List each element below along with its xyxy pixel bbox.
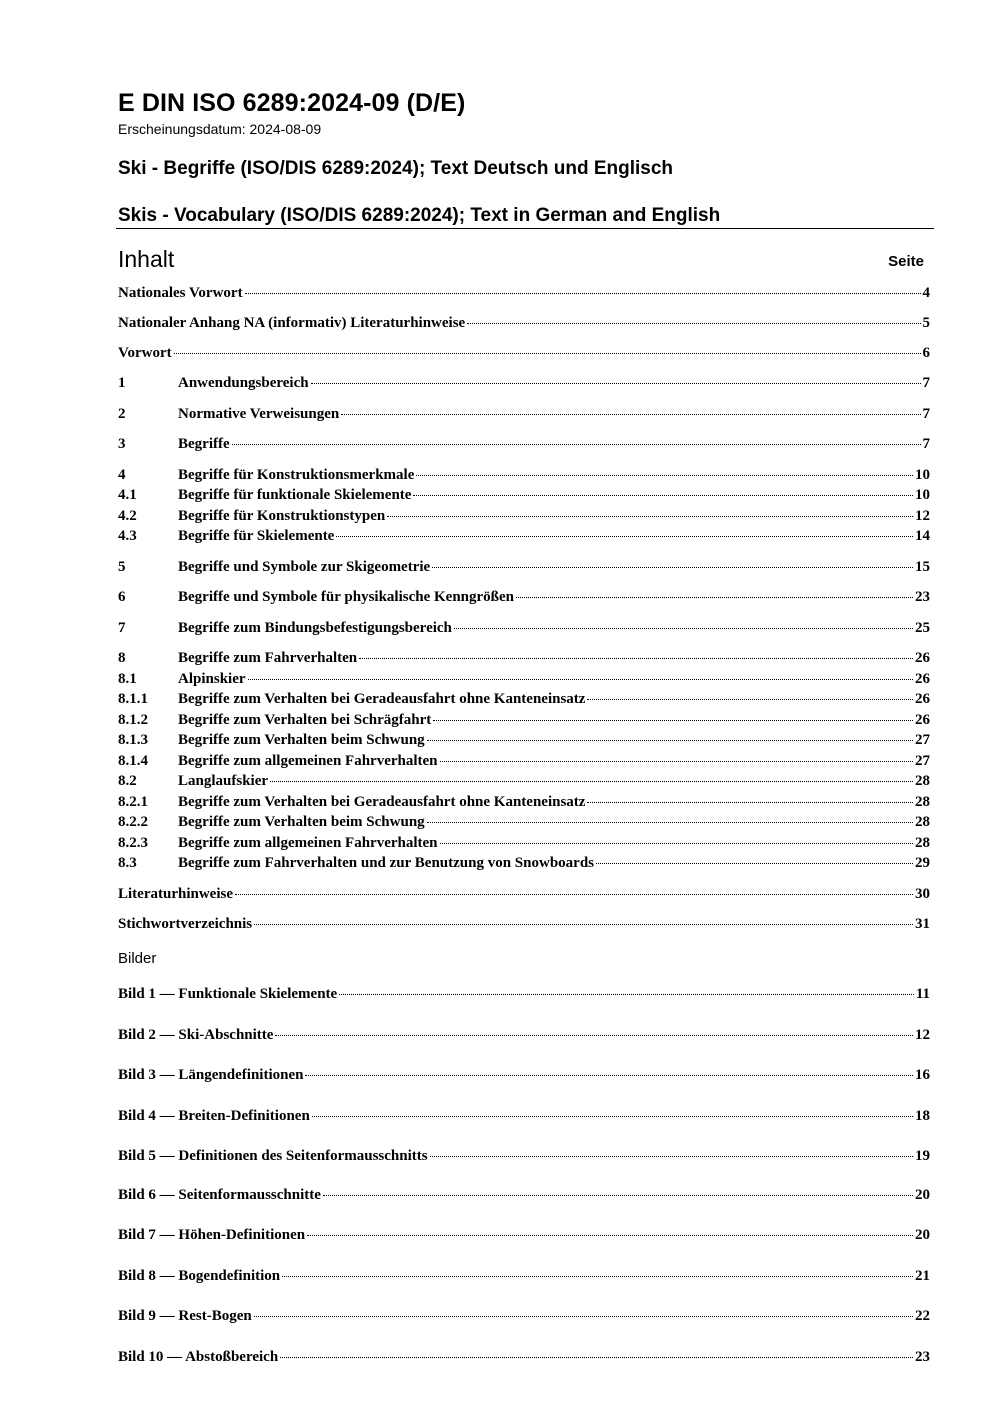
- dot-leader: [280, 1356, 913, 1358]
- toc-entry-number: 8.3: [118, 855, 137, 871]
- figure-entry-page: 16: [915, 1067, 930, 1083]
- figure-entry-page: 21: [915, 1268, 930, 1284]
- dot-leader: [430, 1155, 913, 1157]
- dot-leader: [440, 760, 913, 762]
- toc-entry-page: 7: [922, 375, 930, 391]
- figure-entry-text: Bild 3 — Längendefinitionen: [118, 1067, 304, 1083]
- toc-entry-number: 1: [118, 375, 126, 391]
- toc-entry[interactable]: [118, 914, 930, 934]
- toc-entry[interactable]: [118, 751, 930, 771]
- figure-entry[interactable]: [118, 1225, 930, 1245]
- toc-entry-text: Begriffe zum Verhalten beim Schwung: [178, 732, 425, 748]
- toc-entry-page: 28: [915, 773, 930, 789]
- toc-entry-text: Begriffe zum Verhalten beim Schwung: [178, 814, 425, 830]
- toc-entry-text: Begriffe zum Bindungsbefestigungsbereich: [178, 620, 452, 636]
- dot-leader: [341, 413, 920, 415]
- toc-entry-text: Normative Verweisungen: [178, 406, 340, 422]
- figure-entry-text: Bild 1 — Funktionale Skielemente: [118, 986, 338, 1002]
- toc-heading: Inhalt: [118, 246, 175, 272]
- toc-entry-number: 8.1.2: [118, 712, 148, 728]
- figure-entry-page: 20: [915, 1227, 930, 1243]
- toc-entry-text: Begriffe für Konstruktionstypen: [178, 508, 386, 524]
- dot-leader: [245, 292, 921, 294]
- figure-entry-page: 18: [915, 1108, 930, 1124]
- figure-entry-page: 19: [915, 1148, 930, 1164]
- issue-date: Erscheinungsdatum: 2024-08-09: [118, 121, 322, 137]
- figure-entry-text: Bild 5 — Definitionen des Seitenformausschnitts: [118, 1148, 428, 1164]
- toc-entry[interactable]: [118, 884, 930, 904]
- toc-entry-text: Anwendungsbereich: [178, 375, 309, 391]
- toc-entry[interactable]: [118, 710, 930, 730]
- toc-entry-text: Begriffe zum Verhalten bei Geradeausfahrt ohne Kanteneinsatz: [178, 794, 586, 810]
- dot-leader: [307, 1234, 913, 1236]
- dot-leader: [254, 923, 913, 925]
- figures-heading: Bilder: [118, 950, 157, 967]
- toc-entry[interactable]: [118, 618, 930, 638]
- toc-entry-number: 4.2: [118, 508, 137, 524]
- dot-leader: [454, 627, 913, 629]
- dot-leader: [516, 596, 913, 598]
- toc-entry-page: 5: [922, 315, 930, 331]
- toc-entry-page: 28: [915, 794, 930, 810]
- toc-entry[interactable]: [118, 283, 930, 303]
- document-number: E DIN ISO 6289:2024-09 (D/E): [118, 89, 466, 117]
- toc-entry-page: 26: [915, 691, 930, 707]
- toc-entry[interactable]: [118, 833, 930, 853]
- figure-entry-text: Bild 4 — Breiten-Definitionen: [118, 1108, 310, 1124]
- toc-entry-number: 8.2.1: [118, 794, 148, 810]
- figure-entry[interactable]: [118, 1306, 930, 1326]
- toc-entry-text: Begriffe zum Fahrverhalten: [178, 650, 358, 666]
- dot-leader: [305, 1074, 913, 1076]
- toc-entry-page: 30: [915, 886, 930, 902]
- figure-entry-text: Bild 8 — Bogendefinition: [118, 1268, 281, 1284]
- toc-entry[interactable]: [118, 853, 930, 873]
- toc-entry[interactable]: [118, 812, 930, 832]
- dot-leader: [232, 443, 921, 445]
- toc-entry-number: 6: [118, 589, 126, 605]
- toc-entry-text: Begriffe zum allgemeinen Fahrverhalten: [178, 835, 438, 851]
- title-rule: [116, 228, 934, 229]
- dot-leader: [416, 474, 913, 476]
- toc-entry-text: Begriffe zum Verhalten bei Geradeausfahrt ohne Kanteneinsatz: [178, 691, 586, 707]
- figure-entry-text: Bild 7 — Höhen-Definitionen: [118, 1227, 306, 1243]
- toc-entry-text: Literaturhinweise: [118, 886, 233, 902]
- dot-leader: [282, 1275, 913, 1277]
- toc-entry-page: 29: [915, 855, 930, 871]
- figure-entry[interactable]: [118, 1065, 930, 1085]
- toc-entry[interactable]: [118, 792, 930, 812]
- toc-entry-text: Begriffe für Konstruktionsmerkmale: [178, 467, 415, 483]
- figure-entry[interactable]: [118, 1185, 930, 1205]
- toc-entry-text: Begriffe für Skielemente: [178, 528, 335, 544]
- dot-leader: [323, 1194, 913, 1196]
- toc-entry[interactable]: [118, 648, 930, 668]
- toc-entry-number: 8.1: [118, 671, 137, 687]
- dot-leader: [440, 842, 913, 844]
- toc-entry-page: 12: [915, 508, 930, 524]
- figure-entry-text: Bild 6 — Seitenformausschnitte: [118, 1187, 321, 1203]
- dot-leader: [254, 1315, 913, 1317]
- figure-entry-page: 12: [915, 1027, 930, 1043]
- toc-entry-text: Begriffe für funktionale Skielemente: [178, 487, 412, 503]
- toc-entry-page: 26: [915, 671, 930, 687]
- title-german: Ski - Begriffe (ISO/DIS 6289:2024); Text Deutsch und Englisch: [118, 158, 674, 179]
- toc-entry-page: 14: [915, 528, 930, 544]
- toc-entry-text: Nationales Vorwort: [118, 285, 243, 301]
- toc-entry-number: 4.1: [118, 487, 137, 503]
- toc-entry[interactable]: [118, 689, 930, 709]
- figure-entry[interactable]: [118, 984, 930, 1004]
- figure-entry-page: 20: [915, 1187, 930, 1203]
- toc-entry-text: Begriffe und Symbole zur Skigeometrie: [178, 559, 431, 575]
- toc-entry-page: 31: [915, 916, 930, 932]
- figure-entry-page: 22: [915, 1308, 930, 1324]
- toc-entry[interactable]: [118, 465, 930, 485]
- dot-leader: [427, 739, 913, 741]
- dot-leader: [312, 1115, 913, 1117]
- toc-entry-text: Vorwort: [118, 345, 172, 361]
- figure-entry[interactable]: [118, 1347, 930, 1367]
- toc-entry-number: 4.3: [118, 528, 137, 544]
- toc-entry-page: 10: [915, 467, 930, 483]
- toc-entry-number: 8.1.4: [118, 753, 148, 769]
- toc-entry-page: 27: [915, 753, 930, 769]
- dot-leader: [248, 678, 913, 680]
- figure-entry-text: Bild 9 — Rest-Bogen: [118, 1308, 252, 1324]
- toc-entry-number: 3: [118, 436, 126, 452]
- toc-entry-text: Begriffe und Symbole für physikalische Kenngrößen: [178, 589, 515, 605]
- dot-leader: [587, 801, 913, 803]
- toc-entry-page: 15: [915, 559, 930, 575]
- toc-entry[interactable]: [118, 485, 930, 505]
- figure-entry-page: 23: [915, 1349, 930, 1365]
- toc-entry-page: 10: [915, 487, 930, 503]
- toc-entry-text: Stichwortverzeichnis: [118, 916, 253, 932]
- figure-entry-text: Bild 2 — Ski-Abschnitte: [118, 1027, 274, 1043]
- toc-entry-number: 8.1.1: [118, 691, 148, 707]
- toc-entry-number: 8.2.2: [118, 814, 148, 830]
- toc-entry[interactable]: [118, 526, 930, 546]
- dot-leader: [433, 719, 913, 721]
- toc-entry-number: 5: [118, 559, 126, 575]
- toc-entry[interactable]: [118, 313, 930, 333]
- figure-entry[interactable]: [118, 1146, 930, 1166]
- dot-leader: [432, 566, 913, 568]
- toc-entry-page: 28: [915, 814, 930, 830]
- toc-entry-page: 23: [915, 589, 930, 605]
- toc-entry-text: Begriffe zum Verhalten bei Schrägfahrt: [178, 712, 432, 728]
- toc-entry[interactable]: [118, 730, 930, 750]
- dot-leader: [596, 862, 913, 864]
- toc-entry[interactable]: [118, 506, 930, 526]
- toc-entry-page: 26: [915, 650, 930, 666]
- figure-entry[interactable]: [118, 1106, 930, 1126]
- toc-entry-number: 4: [118, 467, 126, 483]
- dot-leader: [467, 322, 920, 324]
- title-english: Skis - Vocabulary (ISO/DIS 6289:2024); Text in German and English: [118, 205, 721, 226]
- toc-entry-page: 28: [915, 835, 930, 851]
- toc-entry[interactable]: [118, 343, 930, 363]
- toc-entry-page: 26: [915, 712, 930, 728]
- dot-leader: [311, 382, 921, 384]
- figure-entry[interactable]: [118, 1025, 930, 1045]
- toc-entry[interactable]: [118, 771, 930, 791]
- toc-entry-number: 8.2: [118, 773, 137, 789]
- dot-leader: [339, 993, 914, 995]
- toc-entry-text: Langlaufskier: [178, 773, 269, 789]
- toc-entry-number: 8: [118, 650, 126, 666]
- toc-entry-number: 2: [118, 406, 126, 422]
- toc-entry[interactable]: [118, 669, 930, 689]
- toc-entry-page: 27: [915, 732, 930, 748]
- dot-leader: [359, 657, 913, 659]
- toc-entry-page: 4: [922, 285, 930, 301]
- dot-leader: [427, 821, 913, 823]
- figure-entry[interactable]: [118, 1266, 930, 1286]
- toc-entry-text: Alpinskier: [178, 671, 246, 687]
- toc-entry-text: Begriffe: [178, 436, 230, 452]
- toc-entry-number: 8.1.3: [118, 732, 148, 748]
- dot-leader: [587, 698, 913, 700]
- toc-entry-number: 7: [118, 620, 126, 636]
- page-column-label: Seite: [888, 253, 924, 270]
- dot-leader: [270, 780, 913, 782]
- toc-entry-page: 25: [915, 620, 930, 636]
- dot-leader: [336, 535, 913, 537]
- figure-entry-text: Bild 10 — Abstoßbereich: [118, 1349, 279, 1365]
- toc-entry-number: 8.2.3: [118, 835, 148, 851]
- toc-entry[interactable]: [118, 587, 930, 607]
- toc-entry[interactable]: [118, 557, 930, 577]
- toc-entry-text: Begriffe zum allgemeinen Fahrverhalten: [178, 753, 438, 769]
- toc-entry-text: Begriffe zum Fahrverhalten und zur Benutzung von Snowboards: [178, 855, 595, 871]
- dot-leader: [387, 515, 913, 517]
- toc-entry-text: Nationaler Anhang NA (informativ) Literaturhinweise: [118, 315, 466, 331]
- dot-leader: [275, 1034, 913, 1036]
- toc-entry[interactable]: [118, 434, 930, 454]
- dot-leader: [413, 494, 913, 496]
- toc-entry-page: 7: [922, 436, 930, 452]
- dot-leader: [174, 352, 921, 354]
- toc-entry[interactable]: [118, 373, 930, 393]
- toc-entry-page: 7: [922, 406, 930, 422]
- toc-entry-page: 6: [922, 345, 930, 361]
- toc-entry[interactable]: [118, 404, 930, 424]
- dot-leader: [235, 893, 913, 895]
- figure-entry-page: 11: [915, 986, 930, 1002]
